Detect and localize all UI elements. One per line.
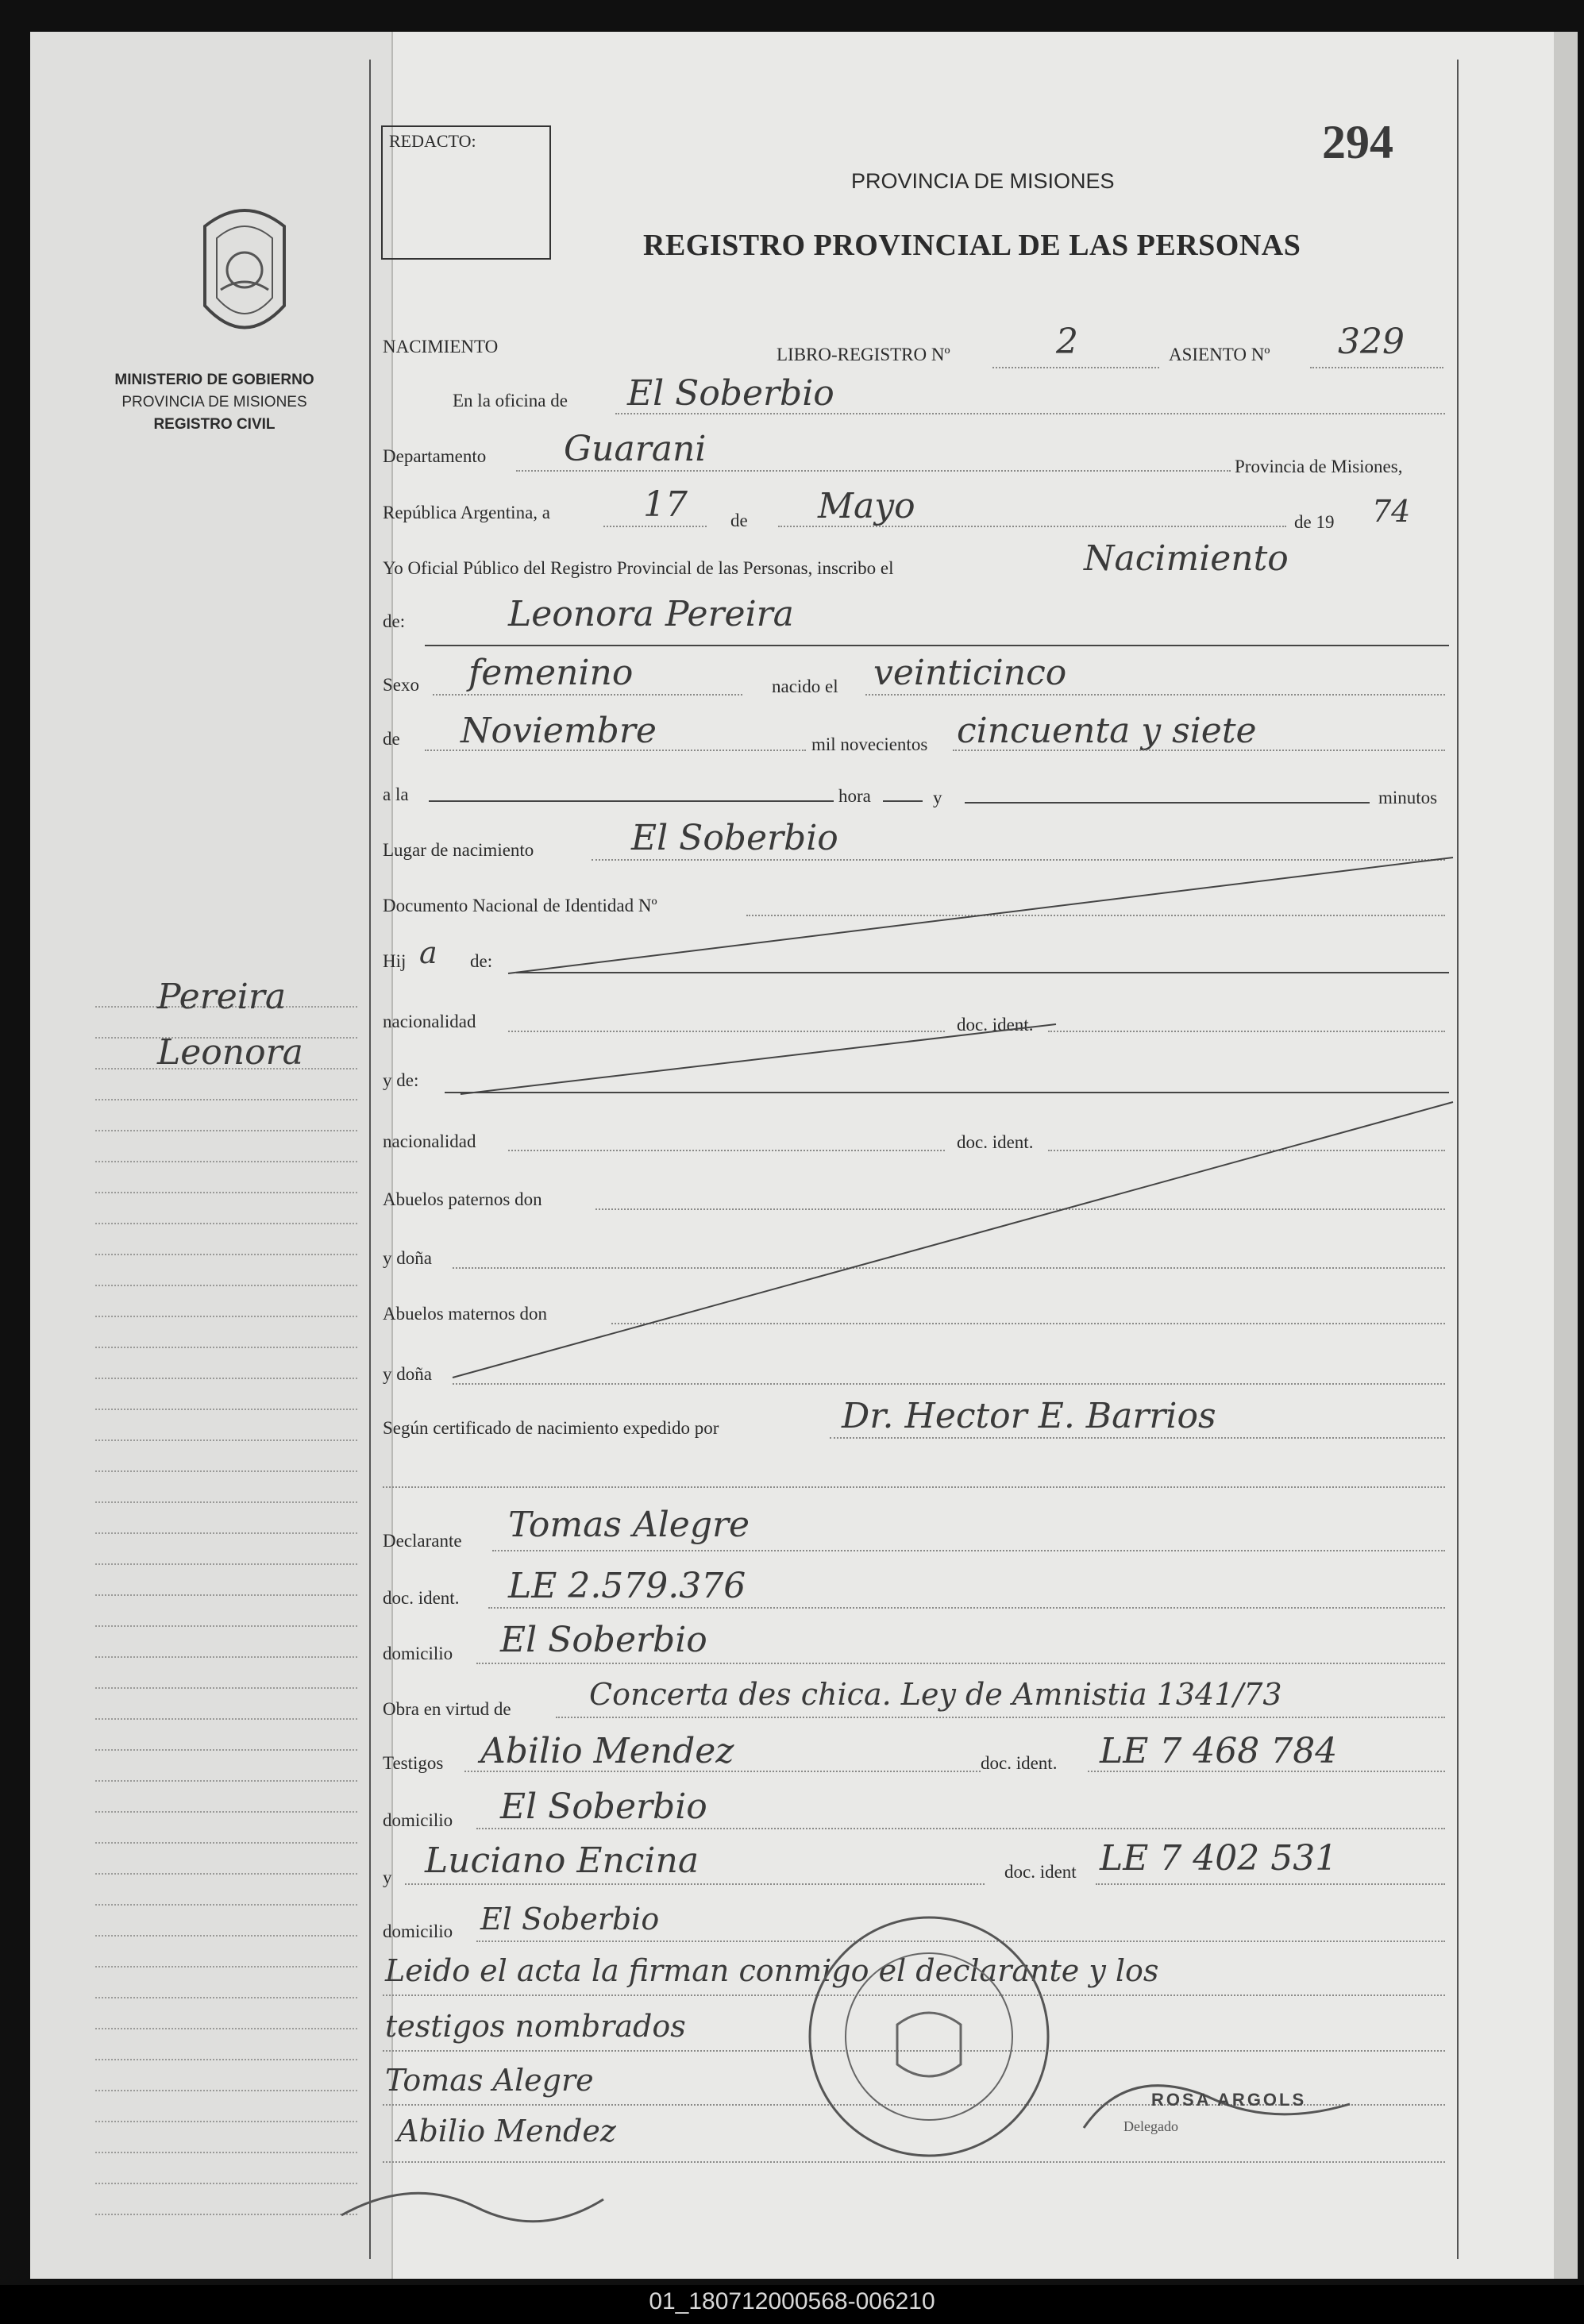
hora-label: hora — [838, 786, 871, 806]
de-nombre-label: de: — [383, 611, 406, 631]
sexo-value: femenino — [468, 653, 634, 693]
declarante-domicilio-value: El Soberbio — [500, 1620, 707, 1660]
image-caption: 01_180712000568-006210 — [649, 2288, 935, 2314]
declarante-value: Tomas Alegre — [508, 1505, 750, 1545]
certificado-value: Dr. Hector E. Barrios — [842, 1396, 1216, 1436]
dni-label: Documento Nacional de Identidad Nº — [383, 896, 657, 915]
dona-label-2: y doña — [383, 1364, 432, 1384]
a-la-label: a la — [383, 784, 409, 804]
testigo2-value: Luciano Encina — [425, 1840, 700, 1881]
nacido-anio-value: cincuenta y siete — [957, 711, 1257, 751]
y-testigo-label: y — [383, 1867, 392, 1887]
declarante-doc-value: LE 2.579.376 — [508, 1566, 746, 1606]
libro-label: LIBRO-REGISTRO Nº — [777, 345, 950, 364]
y-label: y — [933, 788, 942, 807]
oficina-value: El Soberbio — [627, 373, 834, 414]
libro-value: 2 — [1056, 322, 1078, 362]
departamento-value: Guarani — [564, 429, 707, 469]
de-mes-label: de — [383, 729, 400, 749]
domicilio-label-1: domicilio — [383, 1644, 453, 1663]
nacionalidad-label-2: nacionalidad — [383, 1131, 476, 1151]
dona-label-1: y doña — [383, 1248, 432, 1268]
registry-stamp-icon — [802, 1906, 1056, 2168]
segun-label: Según certificado de nacimiento expedido por — [383, 1418, 719, 1438]
cierre-line-2: testigos nombrados — [385, 2009, 686, 2044]
declarante-label: Declarante — [383, 1531, 462, 1551]
mes-value: Mayo — [818, 486, 915, 526]
doc-ident-label-2: doc. ident. — [957, 1132, 1034, 1152]
official-name: ROSA ARGOLS — [1151, 2090, 1307, 2110]
minutos-label: minutos — [1378, 788, 1438, 807]
inscribo-value: Nacimiento — [1084, 538, 1289, 579]
province-heading: PROVINCIA DE MISIONES — [851, 169, 1115, 193]
testigo2-doc-value: LE 7 402 531 — [1100, 1838, 1338, 1879]
nacido-dia-value: veinticinco — [873, 653, 1067, 693]
official-role: Delegado — [1123, 2118, 1178, 2134]
doc-ident-label-1: doc. ident. — [957, 1015, 1034, 1035]
nacionalidad-label-1: nacionalidad — [383, 1012, 476, 1031]
oficina-label: En la oficina de — [453, 391, 568, 410]
testigo1-value: Abilio Mendez — [480, 1731, 734, 1771]
folio-number: 294 — [1322, 116, 1393, 168]
abuelos-paternos-label: Abuelos paternos don — [383, 1189, 542, 1209]
firma-testigo: Abilio Mendez — [397, 2114, 616, 2149]
doc-ident-label-4: doc. ident. — [981, 1753, 1058, 1773]
nombre-value: Leonora Pereira — [508, 594, 794, 634]
departamento-label: Departamento — [383, 446, 487, 466]
nacido-el-label: nacido el — [772, 676, 838, 696]
provincia-label: Provincia de Misiones, — [1235, 457, 1403, 476]
dia-value: 17 — [643, 484, 688, 525]
testigo2-domicilio-value: El Soberbio — [480, 1902, 660, 1937]
asiento-label: ASIENTO Nº — [1169, 345, 1270, 364]
obra-label: Obra en virtud de — [383, 1699, 511, 1719]
margin-given-name: Leonora — [157, 1032, 303, 1073]
republica-label: República Argentina, a — [383, 503, 550, 522]
testigos-label: Testigos — [383, 1753, 444, 1773]
sexo-label: Sexo — [383, 675, 419, 695]
ministry-province: PROVINCIA DE MISIONES — [121, 394, 307, 410]
obra-value: Concerta des chica. Ley de Amnistia 1341/73 — [589, 1677, 1282, 1712]
lugar-value: El Soberbio — [631, 818, 838, 858]
lugar-label: Lugar de nacimiento — [383, 840, 534, 860]
testigo1-domicilio-value: El Soberbio — [500, 1786, 707, 1827]
ministry-registry: REGISTRO CIVIL — [153, 416, 276, 433]
domicilio-label-3: domicilio — [383, 1921, 453, 1941]
de-label: de — [730, 511, 748, 530]
redacto-label: REDACTO: — [389, 131, 476, 151]
testigo1-doc-value: LE 7 468 784 — [1100, 1731, 1338, 1771]
domicilio-label-2: domicilio — [383, 1810, 453, 1830]
nacimiento-label: NACIMIENTO — [383, 337, 499, 357]
nacido-mes-value: Noviembre — [461, 711, 657, 751]
hij-label: Hij — [383, 951, 407, 971]
y-de-label: y de: — [383, 1070, 419, 1090]
hij-de-label: de: — [470, 951, 493, 971]
doc-ident-label-3: doc. ident. — [383, 1588, 460, 1608]
de-19-label: de 19 — [1294, 512, 1335, 532]
asiento-value: 329 — [1338, 322, 1405, 362]
mil-novecientos-label: mil novecientos — [811, 734, 928, 754]
yo-oficial-label: Yo Oficial Público del Registro Provincial de las Personas, inscribo el — [383, 558, 894, 578]
abuelos-maternos-label: Abuelos maternos don — [383, 1304, 547, 1324]
firma-declarante: Tomas Alegre — [385, 2063, 594, 2098]
hij-suffix: a — [419, 935, 437, 970]
doc-ident-label-5: doc. ident — [1004, 1862, 1077, 1882]
registry-title: REGISTRO PROVINCIAL DE LAS PERSONAS — [643, 229, 1301, 262]
cierre-line-1: Leido el acta la firman conmigo el declarante y los — [385, 1953, 1159, 1988]
anio-value: 74 — [1372, 494, 1411, 529]
ministry-name: MINISTERIO DE GOBIERNO — [114, 372, 314, 388]
margin-surname: Pereira — [157, 977, 287, 1017]
